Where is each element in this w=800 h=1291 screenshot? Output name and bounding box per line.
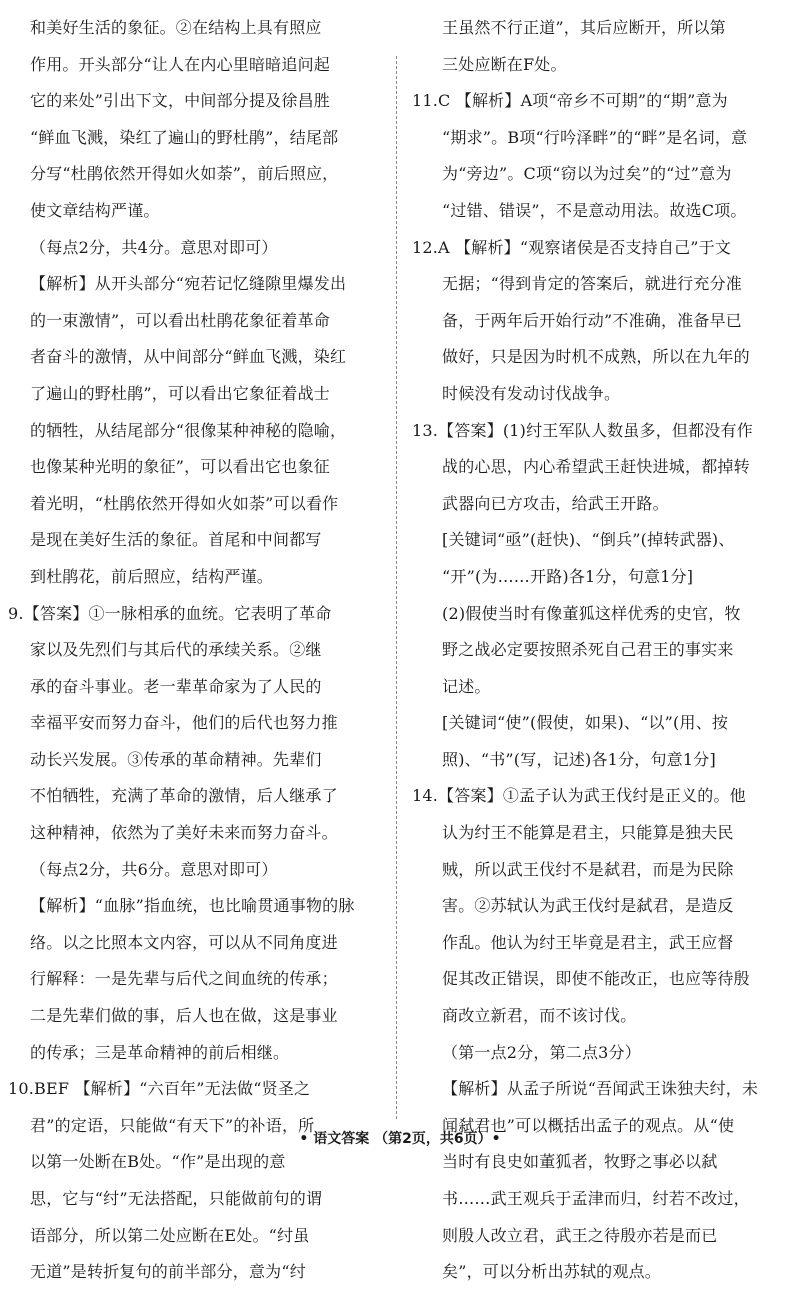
text-line: 使文章结构严谨。 [30,200,160,220]
text-line: 语部分，所以第二处应断在E处。“纣虽 [30,1225,310,1245]
text-line: 13.【答案】(1)纣王军队人数虽多，但都没有作 [412,420,753,440]
text-line: 络。以之比照本文内容，可以从不同角度进 [30,932,338,952]
text-line: 动长兴发展。③传承的革命精神。先辈们 [30,749,322,769]
text-line: 君”的定语，只能做“有天下”的补语，所 [30,1115,315,1135]
text-line: “期求”。B项“行吟泽畔”的“畔”是名词，意 [442,127,748,147]
text-line: 照)、“书”(写，记述)各1分，句意1分] [442,749,716,769]
text-line: 武器向已方攻击，给武王开路。 [442,493,669,513]
text-line: 贼，所以武王伐纣不是弑君，而是为民除 [442,859,734,879]
text-line: 三处应断在F处。 [442,54,567,74]
text-line: 野之战必定要按照杀死自己君王的事实来 [442,640,734,660]
text-line: 当时有良史如董狐者，牧野之事必以弑 [442,1152,718,1172]
text-line: 家以及先烈们与其后代的承续关系。②继 [30,640,322,660]
page-footer: • 语文答案 （第2页，共6页）• [299,1131,501,1147]
text-line: 无据；“得到肯定的答案后，就进行充分准 [442,274,742,294]
text-line: 着光明，“杜鹃依然开得如火如荼”可以看作 [30,493,339,513]
text-line: 促其改正错误，即使不能改正，也应等待殷 [442,969,750,989]
column-divider [396,56,397,1119]
text-line: 认为纣王不能算是君主，只能算是独夫民 [442,823,734,843]
right-column [412,10,772,1291]
text-line: 到杜鹃花，前后照应，结构严谨。 [30,566,274,586]
text-line: 为“旁边”。C项“窃以为过矣”的“过”意为 [442,164,732,184]
text-line: (2)假使当时有像董狐这样优秀的史官，牧 [442,603,741,623]
text-line: 分写“杜鹃依然开得如火如荼”，前后照应， [30,164,339,184]
text-line: 书……武王观兵于孟津而归，纣若不改过， [442,1189,750,1208]
text-line: 12.A 【解析】“观察诸侯是否支持自己”于文 [412,237,732,257]
text-line: “鲜血飞溅，染红了遍山的野杜鹃”，结尾部 [30,127,339,147]
text-line: 【解析】“血脉”指血统，也比喻贯通事物的脉 [30,896,355,916]
text-line: 的一束激情”，可以看出杜鹃花象征着革命 [30,310,330,330]
text-line: [关键词“使”(假使，如果)、“以”(用、按 [442,713,729,733]
text-line: 14.【答案】①孟子认为武王伐纣是正义的。他 [412,786,746,806]
text-line: 商改立新君，而不该讨伐。 [442,1006,637,1026]
text-line: 思，它与“纣”无法搭配，只能做前句的谓 [30,1189,323,1208]
text-line: “过错、错误”，不是意动用法。故选C项。 [442,200,747,220]
text-line: （第一点2分，第二点3分） [442,1042,641,1062]
text-line: 战的心思，内心希望武王赶快进城，都掉转 [442,457,750,477]
text-line: 作乱。他认为纣王毕竟是君主，武王应督 [442,932,734,952]
text-line: 它的来处”引出下文，中间部分提及徐昌胜 [30,91,330,111]
text-line: 以第一处断在B处。“作”是出现的意 [30,1152,286,1172]
text-line: 了遍山的野杜鹃”，可以看出它象征着战士 [30,383,330,403]
text-line: 9.【答案】①一脉相承的血统。它表明了革命 [8,603,332,623]
text-line: “开”(为……开路)各1分，句意1分] [442,566,694,586]
text-line: 时候没有发动讨伐战争。 [442,383,621,403]
text-line: 和美好生活的象征。②在结构上具有照应 [30,18,322,37]
text-line: 的传承；三是革命精神的前后相继。 [30,1042,290,1062]
text-line: 【解析】从孟子所说“吾闻武王诛独夫纣，未 [442,1079,759,1099]
text-line: [关键词“亟”(赶快)、“倒兵”(掉转武器)、 [442,530,735,550]
text-line: 做好，只是因为时机不成熟，所以在九年的 [442,347,750,367]
text-line: 害。②苏轼认为武王伐纣是弑君，是造反 [442,896,734,916]
text-line: 备，于两年后开始行动”不准确，准备早已 [442,310,742,330]
text-line: 是现在美好生活的象征。首尾和中间都写 [30,530,322,550]
text-line: 10.BEF 【解析】“六百年”无法做“贤圣之 [8,1079,311,1099]
text-line: 【解析】从开头部分“宛若记忆缝隙里爆发出 [30,274,347,294]
text-line: 记述。 [442,676,491,696]
text-line: 矣”，可以分析出苏轼的观点。 [442,1262,661,1282]
text-line: （每点2分，共6分。意思对即可） [30,859,278,879]
text-line: 则殷人改立君，武王之待殷亦若是而已 [442,1225,718,1245]
text-line: 幸福平安而努力奋斗，他们的后代也努力推 [30,713,338,733]
text-line: 闻弑君也”可以概括出孟子的观点。从“使 [442,1115,735,1135]
text-line: （每点2分，共4分。意思对即可） [30,237,278,257]
text-line: 这种精神，依然为了美好未来而努力奋斗。 [30,823,338,843]
text-line: 的牺牲，从结尾部分“很像某种神秘的隐喻， [30,420,347,440]
left-column [8,10,375,1291]
text-line: 也像某种光明的象征”，可以看出它也象征 [30,457,330,477]
text-line: 无道”是转折复句的前半部分，意为“纣 [30,1262,306,1282]
text-line: 作用。开头部分“让人在内心里暗暗追问起 [30,54,330,74]
text-line: 11.C 【解析】A项“帝乡不可期”的“期”意为 [412,91,728,111]
text-line: 承的奋斗事业。老一辈革命家为了人民的 [30,676,322,696]
text-line: 王虽然不行正道”，其后应断开，所以第 [442,18,726,37]
text-line: 行解释：一是先辈与后代之间血统的传承； [30,969,338,989]
text-line: 二是先辈们做的事，后人也在做，这是事业 [30,1006,338,1026]
text-line: 者奋斗的激情，从中间部分“鲜血飞溅，染红 [30,347,347,367]
text-line: 不怕牺牲，充满了革命的激情，后人继承了 [30,786,338,806]
